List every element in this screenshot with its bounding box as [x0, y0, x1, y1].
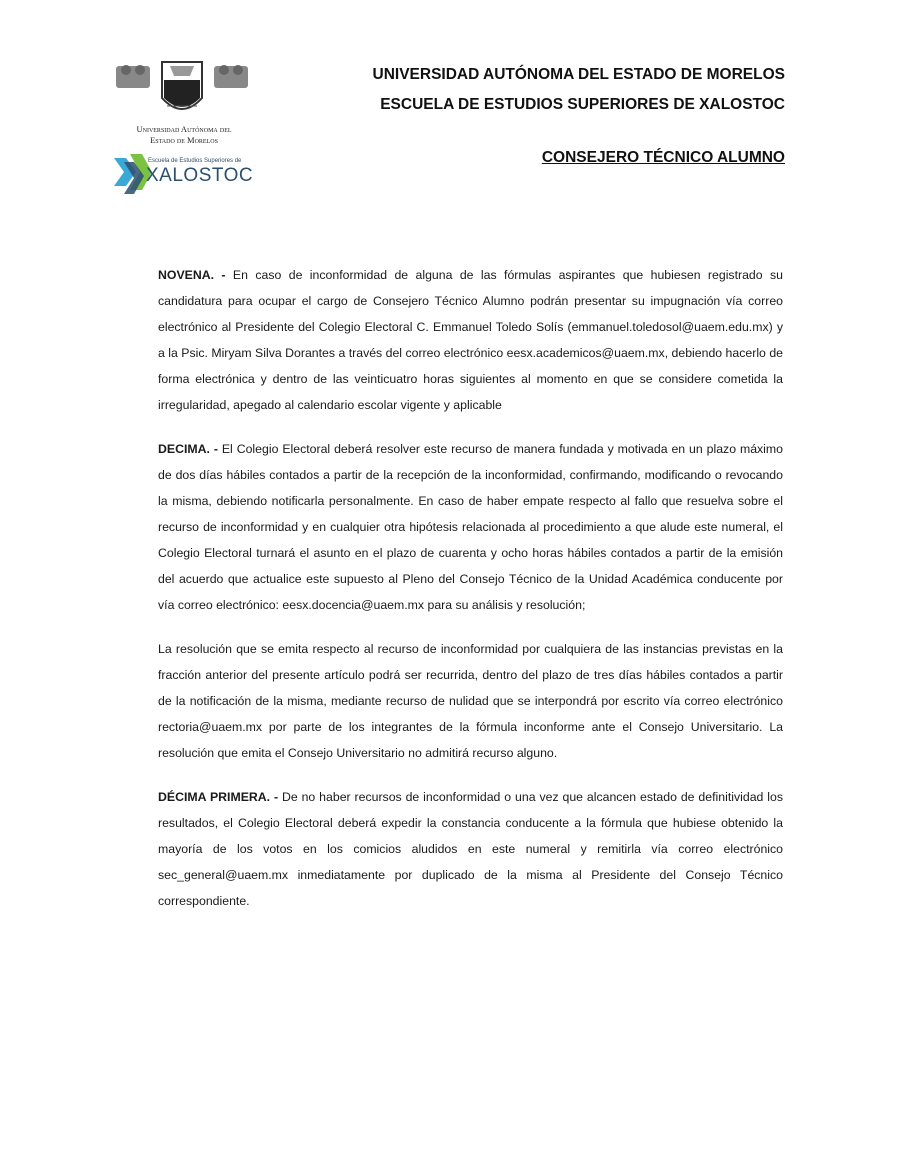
header-university: UNIVERSIDAD AUTÓNOMA DEL ESTADO DE MORELOS [372, 66, 785, 83]
header-title: CONSEJERO TÉCNICO ALUMNO [541, 149, 785, 166]
clause-text: El Colegio Electoral deberá resolver este recurso de manera fundada y motivada en un plazo máximo de dos días hábiles contados a partir de la recepción de la inconformidad, confirmando, modificando o revocando la misma, debiendo notificarla personalmente. En caso de haber empate respecto al fallo que resuelva sobre el recurso de inconformidad y en cualquier otra hipótesis relacionada al procedimiento a que alude este numeral, el Colegio Electoral turnará el asunto en el plazo de cuarenta y ocho horas hábiles contados a partir de la emisión del acuerdo que actualice este supuesto al Pleno del Consejo Técnico de la Unidad Académica conducente por vía correo electrónico: eesx.docencia@uaem.mx para su análisis y resolución; [158, 442, 783, 612]
paragraph-resolucion [158, 636, 783, 766]
document-body [158, 262, 783, 932]
university-caption-line1: Universidad Autónoma del [136, 124, 232, 134]
clause-text: De no haber recursos de inconformidad o una vez que alcancen estado de definitividad los resultados, el Colegio Electoral deberá expedir la constancia conducente a la fórmula que hubiese obtenido la mayoría de los votos en los comicios aludidos en este numeral y remitirla vía correo electrónico sec_general@uaem.mx inmediatamente por duplicado de la misma al Presidente del Consejo Técnico correspondiente. [158, 790, 783, 908]
clause-label: NOVENA. - [158, 268, 226, 282]
paragraph-novena [158, 262, 783, 418]
school-name-xalostoc: XALOSTOC [146, 165, 254, 186]
clause-text: La resolución que se emita respecto al recurso de inconformidad por cualquiera de las instancias previstas en la fracción anterior del presente artículo podrá ser recurrida, dentro del plazo de tres días hábiles contados a partir de la notificación de la misma, mediante recurso de nulidad que se interpondrá por escrito vía correo electrónico rectoria@uaem.mx por parte de los integrantes de la fórmula inconforme ante el Consejo Universitario. La resolución que emita el Consejo Universitario no admitirá recurso alguno. [158, 642, 783, 760]
clause-label: DECIMA. - [158, 442, 218, 456]
university-seal-icon [112, 58, 252, 122]
university-caption [104, 124, 264, 146]
paragraph-decima-primera [158, 784, 783, 914]
header-school: ESCUELA DE ESTUDIOS SUPERIORES DE XALOSTOC [380, 96, 785, 113]
school-name-small: Escuela de Estudios Superiores de [148, 158, 242, 164]
clause-text: En caso de inconformidad de alguna de las fórmulas aspirantes que hubiesen registrado su candidatura para ocupar el cargo de Consejero Técnico Alumno podrán presentar su impugnación vía correo electrónico al Presidente del Colegio Electoral C. Emmanuel Toledo Solís (emmanuel.toledosol@uaem.edu.mx) y a la Psic. Miryam Silva Dorantes a través del correo electrónico eesx.academicos@uaem.mx, debiendo hacerlo de forma electrónica y dentro de las veinticuatro horas siguientes al momento en que se considere cometida la irregularidad, apegado al calendario escolar vigente y aplicable [158, 268, 783, 412]
university-caption-line2: Estado de Morelos [150, 135, 218, 145]
clause-label: DÉCIMA PRIMERA. - [158, 790, 279, 804]
paragraph-decima [158, 436, 783, 618]
